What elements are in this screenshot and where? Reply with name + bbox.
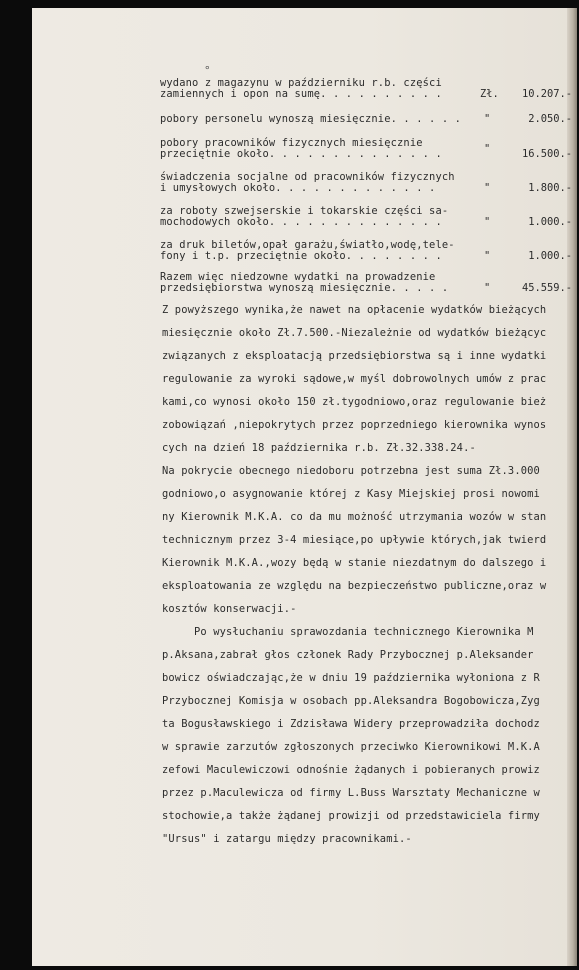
- body-line-12: Kierownik M.K.A.,wozy będą w stanie niezdatnym do dalszego i: [162, 557, 547, 569]
- expense-5-currency: ": [484, 216, 491, 228]
- body-line-3: związanych z eksploatacją przedsiębiorstwa są i inne wydatki: [162, 350, 547, 362]
- expense-6-currency: ": [484, 250, 491, 262]
- expense-2-line-1: pobory personelu wynoszą miesięcznie. . . . . .: [160, 113, 462, 125]
- body-line-10: ny Kierownik M.K.A. co da mu możność utrzymania wozów w stan: [162, 511, 547, 523]
- typed-page: [32, 8, 577, 966]
- expense-total-line-2: przedsiębiorstwa wynoszą miesięcznie. . . . .: [160, 282, 449, 294]
- expense-4-line-2: i umysłowych około. . . . . . . . . . . . .: [160, 182, 436, 194]
- body-line-9: godniowo,o asygnowanie której z Kasy Miejskiej prosi nowomi: [162, 488, 540, 500]
- body-line-24: "Ursus" i zatargu między pracownikami.-: [162, 833, 412, 845]
- expense-1-currency: Zł.: [480, 88, 499, 100]
- body-line-2: miesięcznie około Zł.7.500.-Niezależnie od wydatków bieżącyc: [162, 327, 547, 339]
- body-line-19: ta Bogusławskiego i Zdzisława Widery przeprowadziła dochodz: [162, 718, 540, 730]
- expense-total-line-1: Razem więc niedzowne wydatki na prowadzenie: [160, 271, 436, 283]
- expense-total-amount: 45.559.-: [521, 282, 572, 294]
- body-line-8: Na pokrycie obecnego niedoboru potrzebna jest suma Zł.3.000: [162, 465, 540, 477]
- body-line-6: zobowiązań ,niepokrytych przez poprzedniego kierownika wynos: [162, 419, 547, 431]
- expense-3-line-2: przeciętnie około. . . . . . . . . . . . . .: [160, 148, 442, 160]
- expense-total-currency: ": [484, 282, 491, 294]
- expense-1-amount: 10.207.-: [521, 88, 572, 100]
- expense-1-line-2: zamiennych i opon na sumę. . . . . . . . . .: [160, 88, 442, 100]
- body-line-4: regulowanie za wyroki sądowe,w myśl dobrowolnych umów z prac: [162, 373, 547, 385]
- body-line-22: przez p.Maculewicza od firmy L.Buss Warsztaty Mechaniczne w: [162, 787, 540, 799]
- expense-6-amount: 1.000.-: [528, 250, 572, 262]
- body-line-20: w sprawie zarzutów zgłoszonych przeciwko Kierownikowi M.K.A: [162, 741, 540, 753]
- body-line-11: technicznym przez 3-4 miesiące,po upływie których,jak twierd: [162, 534, 547, 546]
- ink-mark: °: [204, 64, 211, 77]
- body-line-18: Przybocznej Komisja w osobach pp.Aleksandra Bogobowicza,Zyg: [162, 695, 540, 707]
- expense-2-amount: 2.050.-: [528, 113, 572, 125]
- expense-1-line-1: wydano z magazynu w październiku r.b. części: [160, 77, 442, 89]
- body-line-23: stochowie,a także żądanej prowizji od przedstawiciela firmy: [162, 810, 540, 822]
- body-line-14: kosztów konserwacji.-: [162, 603, 297, 615]
- expense-3-amount: 16.500.-: [521, 148, 572, 160]
- expense-3-line-1: pobory pracowników fizycznych miesięcznie: [160, 137, 423, 149]
- expense-4-line-1: świadczenia socjalne od pracowników fizycznych: [160, 171, 455, 183]
- expense-3-currency: ": [484, 143, 491, 155]
- expense-4-amount: 1.800.-: [528, 182, 572, 194]
- expense-2-currency: ": [484, 113, 491, 125]
- expense-5-line-1: za roboty szwejserskie i tokarskie części sa-: [160, 205, 449, 217]
- expense-5-line-2: mochodowych około. . . . . . . . . . . . . .: [160, 216, 442, 228]
- body-line-5: kami,co wynosi około 150 zł.tygodniowo,oraz regulowanie bież: [162, 396, 547, 408]
- expense-6-line-1: za druk biletów,opał garażu,światło,wodę,tele-: [160, 239, 455, 251]
- body-line-17: bowicz oświadczając,że w dniu 19 października wyłoniona z R: [162, 672, 540, 684]
- body-line-15: Po wysłuchaniu sprawozdania technicznego Kierownika M: [162, 626, 534, 638]
- expense-6-line-2: fony i t.p. przeciętnie około. . . . . . . .: [160, 250, 442, 262]
- body-line-16: p.Aksana,zabrał głos członek Rady Przybocznej p.Aleksander: [162, 649, 534, 661]
- body-line-21: zefowi Maculewiczowi odnośnie żądanych i pobieranych prowiz: [162, 764, 540, 776]
- body-line-13: eksploatowania ze względu na bezpieczeństwo publiczne,oraz w: [162, 580, 547, 592]
- body-line-7: cych na dzień 18 października r.b. Zł.32.338.24.-: [162, 442, 476, 454]
- body-line-1: Z powyższego wynika,że nawet na opłacenie wydatków bieżących: [162, 304, 547, 316]
- expense-4-currency: ": [484, 182, 491, 194]
- expense-5-amount: 1.000.-: [528, 216, 572, 228]
